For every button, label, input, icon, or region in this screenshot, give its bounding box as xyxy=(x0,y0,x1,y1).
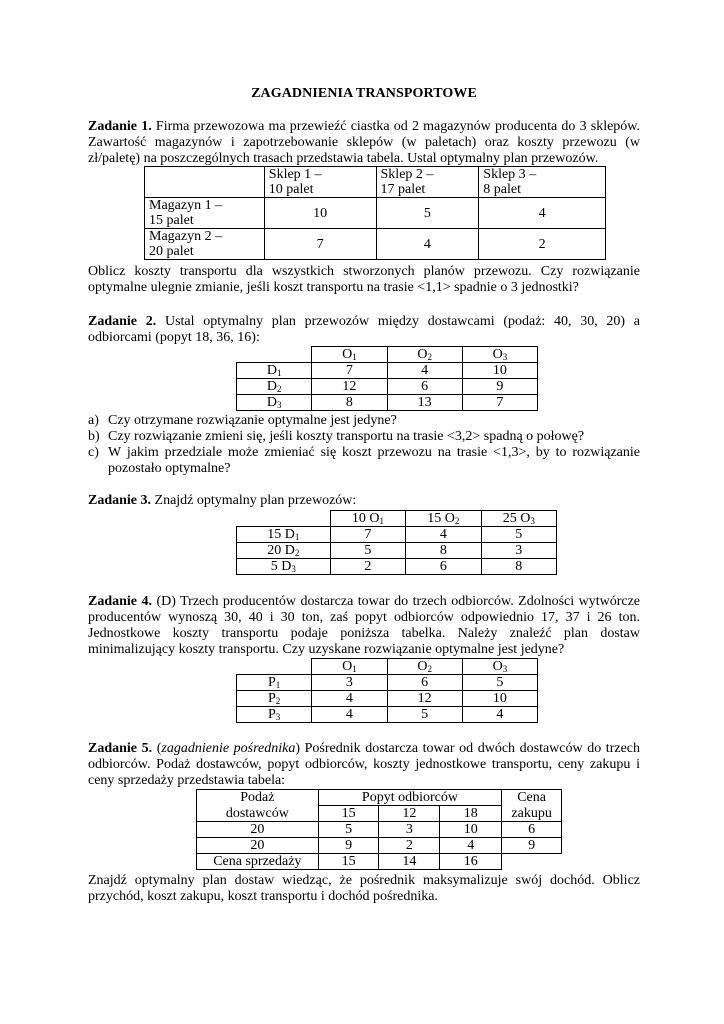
table-row xyxy=(237,379,538,395)
task-5-label: Zadanie 5. xyxy=(88,741,153,756)
task-5-question: Znajdź optymalny plan dostaw wiedząc, że pośrednik maksymalizuje swój dochód. Oblicz przychód, koszt zakupu, koszt transportu i dochód pośrednika. xyxy=(88,873,640,904)
table-cell: 5 xyxy=(318,822,379,838)
task-4-label: Zadanie 4. xyxy=(88,594,152,609)
table-row xyxy=(237,527,557,543)
table-cell: 4 xyxy=(387,363,462,379)
table-row xyxy=(197,790,562,806)
table-cell: 7 xyxy=(264,229,376,260)
table-cell: 10 xyxy=(462,691,537,707)
table-cell: 12 xyxy=(312,379,387,395)
table-row-header: $P_2$ xyxy=(237,691,312,707)
table-row xyxy=(197,854,562,870)
table-cell: 10 xyxy=(462,363,537,379)
table-corner-cell xyxy=(145,167,265,198)
table-header-cell: $O_1$ xyxy=(312,659,387,675)
table-cell: 6 xyxy=(387,675,462,691)
table-header-cell: 25 $O_3$ xyxy=(481,511,556,527)
table-row xyxy=(237,347,538,363)
table-row-header: $D_1$ xyxy=(237,363,312,379)
table-header-cell: $O_3$ xyxy=(462,659,537,675)
table-corner-cell xyxy=(237,347,312,363)
table-cell: 2 xyxy=(479,229,606,260)
table-cell: 20 xyxy=(197,838,319,854)
table-header-cell: 18 xyxy=(440,806,502,822)
task-2-intro: Zadanie 2. Ustal optymalny plan przewozów między dostawcami (podaż: 40, 30, 20) a odbiorcami (popyt 18, 36, 16): xyxy=(88,314,641,345)
table-cell: 3 xyxy=(481,543,556,559)
table-cell: 7 xyxy=(330,527,405,543)
table-row xyxy=(145,198,606,229)
table-cell: 7 xyxy=(312,363,387,379)
table-header-cell: zakupu xyxy=(502,806,562,822)
table-row xyxy=(237,691,538,707)
task-4-table xyxy=(236,658,538,723)
table-cell: 5 xyxy=(330,543,405,559)
task-2-label: Zadanie 2. xyxy=(88,314,157,329)
table-cell: 5 xyxy=(481,527,556,543)
table-cell: 9 xyxy=(462,379,537,395)
task-2-questions xyxy=(88,413,640,477)
table-cell: 16 xyxy=(440,854,502,870)
table-header-cell: Popyt odbiorców xyxy=(318,790,502,806)
table-row xyxy=(237,707,538,723)
table-cell: 14 xyxy=(379,854,440,870)
task-1-question: Oblicz koszty transportu dla wszystkich stworzonych planów przewozu. Czy rozwiązanie optymalne ulegnie zmianie, jeśli koszt transportu na trasie <1,1> spadnie o 3 jednostki? xyxy=(88,264,640,295)
table-row-header: $D_2$ xyxy=(237,379,312,395)
table-cell: 10 xyxy=(440,822,502,838)
table-cell: 9 xyxy=(318,838,379,854)
list-item: a) Czy otrzymane rozwiązanie optymalne jest jedyne? xyxy=(88,413,397,428)
task-4-intro: Zadanie 4. (D) Trzech producentów dostarcza towar do trzech odbiorców. Zdolności wytwórcze producentów wynoszą 30, 40 i 30 ton, zaś popyt odbiorców odpowiednio 17, 37 i 26 ton. Jednostkowe koszty transportu podaje poniższa tabelka. Należy znaleźć plan dostaw minimalizujący koszty transportu. Czy uzyskane rozwiązanie optymalne jest jedyne? xyxy=(88,594,641,657)
table-row-header: Cena sprzedaży xyxy=(197,854,319,870)
table-header-cell: $O_1$ xyxy=(312,347,387,363)
table-header-cell: 15 $O_2$ xyxy=(406,511,481,527)
table-row-header: Magazyn 1 – 15 palet xyxy=(145,198,265,229)
table-header-cell: 10 $O_1$ xyxy=(330,511,405,527)
table-cell: 4 xyxy=(479,198,606,229)
table-cell: 6 xyxy=(387,379,462,395)
table-header-cell: dostawców xyxy=(197,806,319,822)
table-cell: 3 xyxy=(379,822,440,838)
table-row-header: $P_3$ xyxy=(237,707,312,723)
table-header-cell: 15 xyxy=(318,806,379,822)
task-1-intro xyxy=(88,119,640,167)
task-1-line-1: Zadanie 1. Firma przewozowa ma przewieźć ciastka od 2 magazynów producenta do 3 sklepów. xyxy=(88,119,641,134)
table-row-header: 20 $D_2$ xyxy=(237,543,331,559)
task-2-table xyxy=(236,346,538,411)
table-cell: 6 xyxy=(502,822,562,838)
table-header-cell: Sklep 2 – 17 palet xyxy=(376,167,479,198)
page-title: ZAGADNIENIA TRANSPORTOWE xyxy=(251,86,477,101)
table-empty-cell xyxy=(502,854,562,870)
task-1-line-2: Zawartość magazynów i zapotrzebowanie sklepów (w paletach) oraz koszty przewozu (w xyxy=(88,135,640,150)
table-row xyxy=(237,395,538,411)
task-1-label: Zadanie 1. xyxy=(88,119,152,134)
table-row xyxy=(197,838,562,854)
table-cell: 10 xyxy=(264,198,376,229)
task-5-table xyxy=(196,789,562,870)
table-cell: 3 xyxy=(312,675,387,691)
table-row xyxy=(237,363,538,379)
table-cell: 8 xyxy=(481,559,556,575)
table-cell: 5 xyxy=(387,707,462,723)
table-header-cell: Sklep 1 – 10 palet xyxy=(264,167,376,198)
table-row xyxy=(145,167,606,198)
table-row-header: 15 $D_1$ xyxy=(237,527,331,543)
table-row xyxy=(237,675,538,691)
table-row xyxy=(237,511,557,527)
table-cell: 2 xyxy=(330,559,405,575)
table-cell: 4 xyxy=(312,707,387,723)
table-row xyxy=(237,659,538,675)
table-cell: 4 xyxy=(406,527,481,543)
table-cell: 8 xyxy=(406,543,481,559)
table-cell: 20 xyxy=(197,822,319,838)
task-3-intro: Zadanie 3. Znajdź optymalny plan przewozów: xyxy=(88,493,357,508)
table-cell: 7 xyxy=(462,395,537,411)
table-header-cell: Podaż xyxy=(197,790,319,806)
table-cell: 13 xyxy=(387,395,462,411)
task-1-table xyxy=(144,166,606,260)
table-row-header: $D_3$ xyxy=(237,395,312,411)
table-cell: 9 xyxy=(502,838,562,854)
table-row xyxy=(237,543,557,559)
task-3-label: Zadanie 3. xyxy=(88,493,152,508)
table-cell: 15 xyxy=(318,854,379,870)
table-row xyxy=(197,822,562,838)
list-item: c) W jakim przedziale może zmieniać się koszt przewozu na trasie <1,3>, by to rozwiązanie pozostało optymalne? xyxy=(88,445,640,476)
table-corner-cell xyxy=(237,511,331,527)
table-corner-cell xyxy=(237,659,312,675)
table-cell: 4 xyxy=(440,838,502,854)
table-header-cell: 12 xyxy=(379,806,440,822)
table-cell: 4 xyxy=(312,691,387,707)
task-5-intro: Zadanie 5. (zagadnienie pośrednika) Pośrednik dostarcza towar od dwóch dostawców do trzech odbiorców. Podaż dostawców, popyt odbiorców, koszty jednostkowe transportu, ceny zakupu i ceny sprzedaży przedstawia tabela: xyxy=(88,741,641,788)
table-cell: 5 xyxy=(376,198,479,229)
table-header-cell: Cena xyxy=(502,790,562,806)
table-cell: 4 xyxy=(376,229,479,260)
task-3-table xyxy=(236,510,557,575)
table-row xyxy=(197,806,562,822)
task-1-line-3: zł/paletę) na poszczególnych trasach przedstawia tabela. Ustal optymalny plan przewozów. xyxy=(88,151,599,166)
table-cell: 5 xyxy=(462,675,537,691)
table-row-header: 5 $D_3$ xyxy=(237,559,331,575)
table-cell: 2 xyxy=(379,838,440,854)
table-cell: 4 xyxy=(462,707,537,723)
table-header-cell: Sklep 3 – 8 palet xyxy=(479,167,606,198)
table-cell: 6 xyxy=(406,559,481,575)
table-row-header: $P_1$ xyxy=(237,675,312,691)
table-header-cell: $O_2$ xyxy=(387,659,462,675)
table-header-cell: $O_2$ xyxy=(387,347,462,363)
table-row xyxy=(237,559,557,575)
table-cell: 8 xyxy=(312,395,387,411)
table-row-header: Magazyn 2 – 20 palet xyxy=(145,229,265,260)
table-header-cell: $O_3$ xyxy=(462,347,537,363)
list-item: b) Czy rozwiązanie zmieni się, jeśli koszty transportu na trasie <3,2> spadną o połowę? xyxy=(88,429,585,444)
table-cell: 12 xyxy=(387,691,462,707)
table-row xyxy=(145,229,606,260)
